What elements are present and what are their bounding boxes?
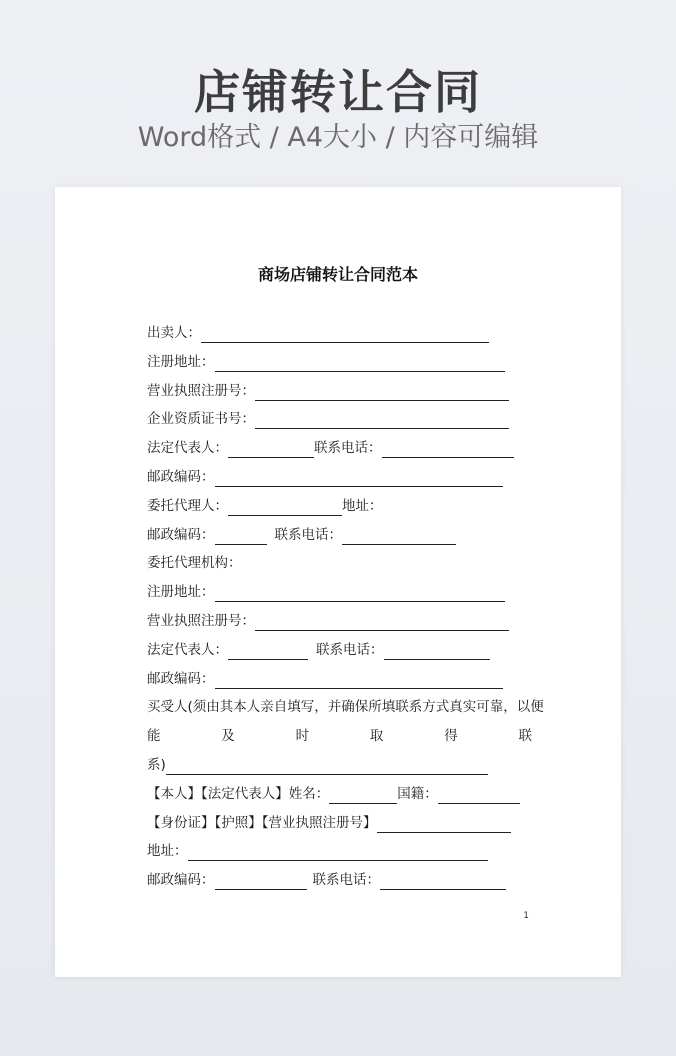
- form-fields: [147, 323, 544, 899]
- legal-rep-label: 法定代表人：: [147, 440, 228, 457]
- agency-label: 委托代理机构：: [147, 555, 242, 572]
- business-license-label: 营业执照注册号：: [147, 382, 255, 399]
- agent-line: [147, 496, 532, 525]
- reg-address-2-blank[interactable]: [215, 585, 505, 602]
- postal-code-2-line: [147, 525, 532, 554]
- address-2-line: [147, 841, 532, 870]
- postal-code-2-label: 邮政编码：: [147, 526, 215, 543]
- banner-subtitle: Word格式 / A4大小 / 内容可编辑: [137, 122, 539, 153]
- postal-code-3-line: [147, 669, 532, 698]
- business-license-2-blank[interactable]: [255, 614, 509, 631]
- business-license-2-label: 营业执照注册号：: [147, 612, 255, 629]
- legal-rep-line: [147, 438, 532, 467]
- postal-code-3-blank[interactable]: [215, 672, 503, 689]
- justify-word: 能: [147, 728, 161, 745]
- contact-phone-label: 联系电话：: [314, 440, 382, 457]
- legal-rep-blank[interactable]: [228, 441, 314, 458]
- postal-code-line: [147, 467, 532, 496]
- seller-blank[interactable]: [201, 326, 489, 343]
- postal-code-4-label: 邮政编码：: [147, 872, 215, 889]
- address-2-blank[interactable]: [188, 844, 488, 861]
- contact-phone-2-blank[interactable]: [342, 528, 456, 545]
- system-end-line: [147, 755, 532, 784]
- id-docs-line: [147, 813, 532, 842]
- document-title: 商场店铺转让合同范本: [257, 265, 418, 284]
- person-legal-label: 【本人】【法定代表人】姓名：: [147, 785, 330, 802]
- contact-phone-4-label: 联系电话：: [312, 872, 380, 889]
- contact-phone-2-label: 联系电话：: [274, 526, 342, 543]
- system-end-blank[interactable]: [166, 758, 488, 775]
- qualification-cert-line: [147, 409, 532, 438]
- legal-rep-2-line: [147, 640, 532, 669]
- banner: [0, 0, 676, 180]
- name-blank[interactable]: [329, 787, 397, 804]
- justify-word: 得: [444, 728, 458, 745]
- document-page: [55, 187, 621, 977]
- nationality-blank[interactable]: [438, 787, 520, 804]
- agency-line: [147, 553, 532, 582]
- agent-blank[interactable]: [228, 499, 342, 516]
- reg-address-blank[interactable]: [215, 355, 505, 372]
- contact-phone-blank[interactable]: [382, 441, 514, 458]
- contact-phone-4-blank[interactable]: [380, 873, 506, 890]
- postal-code-label: 邮政编码：: [147, 468, 215, 485]
- buyer-note-line: [147, 697, 544, 726]
- reg-address-2-label: 注册地址：: [147, 584, 215, 601]
- reg-address-line: [147, 352, 532, 381]
- justify-word: 联: [518, 728, 532, 745]
- postal-code-2-blank[interactable]: [215, 528, 267, 545]
- reg-address-label: 注册地址：: [147, 353, 215, 370]
- seller-line: [147, 323, 532, 352]
- contact-phone-3-blank[interactable]: [384, 643, 490, 660]
- buyer-note-text: 买受人(须由其本人亲自填写，并确保所填联系方式真实可靠，以便: [147, 699, 544, 716]
- business-license-line: [147, 381, 532, 410]
- business-license-2-line: [147, 611, 532, 640]
- system-end-label: 系): [147, 756, 166, 773]
- nationality-label: 国籍：: [397, 785, 438, 802]
- justify-word: 取: [369, 728, 384, 745]
- justify-word: 时: [295, 728, 310, 745]
- address-label: 地址：: [342, 497, 383, 514]
- postal-code-4-blank[interactable]: [215, 873, 307, 890]
- legal-rep-2-label: 法定代表人：: [147, 641, 228, 658]
- banner-title: 店铺转让合同: [194, 65, 482, 119]
- page-number: 1: [523, 911, 529, 921]
- buyer-note-justified-line: [147, 726, 532, 755]
- postal-code-3-label: 邮政编码：: [147, 670, 215, 687]
- contact-phone-3-label: 联系电话：: [316, 641, 384, 658]
- reg-address-2-line: [147, 582, 532, 611]
- qualification-cert-blank[interactable]: [255, 412, 509, 429]
- person-legal-line: [147, 784, 532, 813]
- address-2-label: 地址：: [147, 843, 188, 860]
- justify-word: 及: [221, 728, 235, 745]
- agent-label: 委托代理人：: [147, 497, 228, 514]
- business-license-blank[interactable]: [255, 384, 509, 401]
- postal-code-4-line: [147, 870, 532, 899]
- legal-rep-2-blank[interactable]: [228, 643, 308, 660]
- postal-code-blank[interactable]: [215, 470, 503, 487]
- id-docs-blank[interactable]: [377, 816, 511, 833]
- qualification-cert-label: 企业资质证书号：: [147, 411, 255, 428]
- id-docs-label: 【身份证】【护照】【营业执照注册号】: [147, 814, 377, 831]
- seller-label: 出卖人：: [147, 325, 201, 341]
